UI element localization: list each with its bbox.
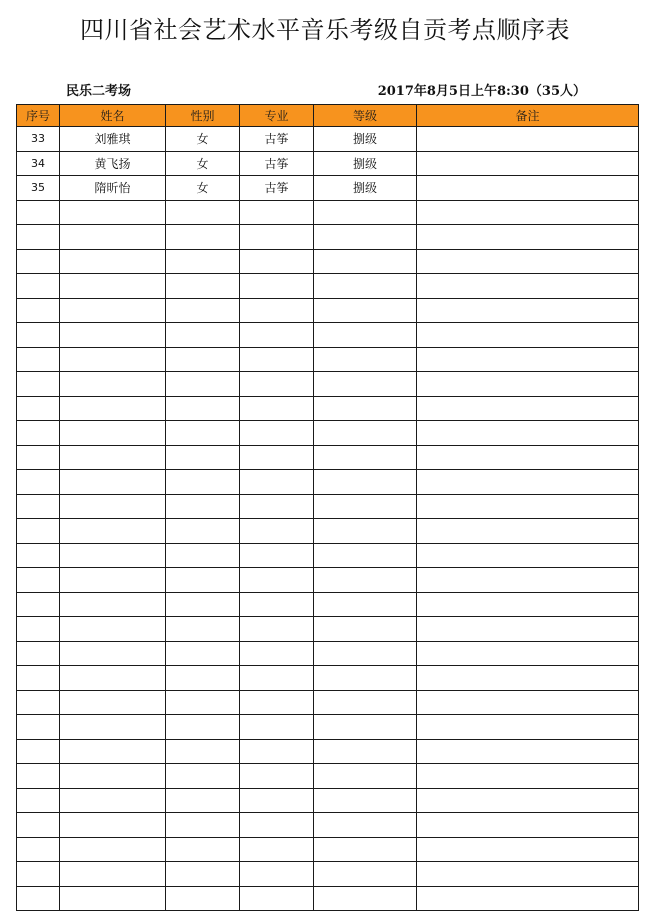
empty-cell [60, 323, 166, 348]
empty-cell [314, 519, 417, 544]
empty-cell [17, 592, 60, 617]
empty-cell [166, 592, 240, 617]
empty-cell [17, 519, 60, 544]
empty-cell [166, 445, 240, 470]
cell-name: 黄飞扬 [60, 151, 166, 176]
empty-cell [240, 543, 314, 568]
empty-cell [240, 764, 314, 789]
table-row-empty [17, 298, 639, 323]
empty-cell [417, 739, 639, 764]
empty-cell [60, 274, 166, 299]
empty-cell [60, 298, 166, 323]
cell-level: 捌级 [314, 127, 417, 152]
empty-cell [240, 200, 314, 225]
empty-cell [314, 666, 417, 691]
empty-cell [17, 837, 60, 862]
empty-cell [314, 274, 417, 299]
empty-cell [60, 347, 166, 372]
empty-cell [166, 298, 240, 323]
empty-cell [417, 298, 639, 323]
empty-cell [314, 298, 417, 323]
table-row-empty [17, 886, 639, 911]
empty-cell [166, 788, 240, 813]
empty-cell [17, 788, 60, 813]
empty-cell [314, 592, 417, 617]
empty-cell [60, 592, 166, 617]
empty-cell [17, 641, 60, 666]
roster-table [16, 104, 639, 911]
empty-cell [314, 715, 417, 740]
empty-cell [417, 323, 639, 348]
page-title: 四川省社会艺术水平音乐考级自贡考点顺序表 [80, 16, 570, 44]
empty-cell [17, 347, 60, 372]
session-label: 2017年8月5日上午8:30（35人） [377, 84, 586, 99]
empty-cell [60, 617, 166, 642]
empty-cell [417, 274, 639, 299]
empty-cell [314, 568, 417, 593]
table-row [17, 127, 639, 152]
empty-cell [60, 445, 166, 470]
empty-cell [60, 519, 166, 544]
column-header-gender: 性别 [166, 105, 240, 127]
table-row-empty [17, 666, 639, 691]
empty-cell [240, 225, 314, 250]
cell-gender: 女 [166, 127, 240, 152]
cell-name: 隋昕怡 [60, 176, 166, 201]
table-row-empty [17, 739, 639, 764]
table-row [17, 176, 639, 201]
empty-cell [60, 690, 166, 715]
table-row-empty [17, 323, 639, 348]
empty-cell [17, 617, 60, 642]
cell-gender: 女 [166, 176, 240, 201]
table-row-empty [17, 592, 639, 617]
empty-cell [60, 421, 166, 446]
cell-gender: 女 [166, 151, 240, 176]
empty-cell [166, 837, 240, 862]
cell-major: 古筝 [240, 151, 314, 176]
empty-cell [314, 249, 417, 274]
empty-cell [60, 715, 166, 740]
empty-cell [60, 225, 166, 250]
table-row-empty [17, 617, 639, 642]
table-body [17, 127, 639, 911]
empty-cell [417, 568, 639, 593]
empty-cell [17, 249, 60, 274]
table-row-empty [17, 715, 639, 740]
empty-cell [17, 200, 60, 225]
empty-cell [166, 715, 240, 740]
table-row-empty [17, 225, 639, 250]
cell-number: 35 [17, 176, 60, 201]
table-row-empty [17, 470, 639, 495]
empty-cell [166, 813, 240, 838]
empty-cell [17, 323, 60, 348]
empty-cell [166, 323, 240, 348]
empty-cell [60, 568, 166, 593]
empty-cell [60, 886, 166, 911]
empty-cell [240, 372, 314, 397]
cell-level: 捌级 [314, 176, 417, 201]
table-row-empty [17, 200, 639, 225]
empty-cell [240, 249, 314, 274]
empty-cell [17, 470, 60, 495]
table-row-empty [17, 519, 639, 544]
empty-cell [166, 690, 240, 715]
empty-cell [60, 249, 166, 274]
empty-cell [17, 886, 60, 911]
empty-cell [314, 617, 417, 642]
empty-cell [240, 739, 314, 764]
cell-name: 刘雅琪 [60, 127, 166, 152]
empty-cell [17, 445, 60, 470]
empty-cell [60, 837, 166, 862]
empty-cell [17, 543, 60, 568]
empty-cell [17, 494, 60, 519]
empty-cell [60, 813, 166, 838]
empty-cell [417, 690, 639, 715]
empty-cell [314, 813, 417, 838]
empty-cell [60, 372, 166, 397]
empty-cell [240, 274, 314, 299]
empty-cell [417, 886, 639, 911]
empty-cell [166, 225, 240, 250]
empty-cell [240, 519, 314, 544]
table-row-empty [17, 396, 639, 421]
venue-label: 民乐二考场 [66, 84, 132, 99]
empty-cell [240, 347, 314, 372]
empty-cell [60, 666, 166, 691]
empty-cell [417, 396, 639, 421]
empty-cell [17, 274, 60, 299]
empty-cell [314, 788, 417, 813]
table-header [17, 105, 639, 127]
empty-cell [417, 372, 639, 397]
table-row-empty [17, 372, 639, 397]
empty-cell [417, 592, 639, 617]
empty-cell [60, 788, 166, 813]
empty-cell [417, 200, 639, 225]
cell-note [417, 176, 639, 201]
empty-cell [17, 690, 60, 715]
empty-cell [417, 519, 639, 544]
empty-cell [240, 641, 314, 666]
empty-cell [166, 396, 240, 421]
empty-cell [60, 764, 166, 789]
empty-cell [60, 739, 166, 764]
column-header-number: 序号 [17, 105, 60, 127]
empty-cell [166, 470, 240, 495]
empty-cell [17, 372, 60, 397]
table-row-empty [17, 445, 639, 470]
empty-cell [417, 764, 639, 789]
empty-cell [240, 837, 314, 862]
cell-major: 古筝 [240, 176, 314, 201]
empty-cell [240, 568, 314, 593]
empty-cell [314, 543, 417, 568]
empty-cell [417, 543, 639, 568]
empty-cell [417, 249, 639, 274]
empty-cell [166, 274, 240, 299]
empty-cell [417, 347, 639, 372]
empty-cell [166, 421, 240, 446]
empty-cell [314, 690, 417, 715]
empty-cell [60, 470, 166, 495]
empty-cell [166, 347, 240, 372]
empty-cell [417, 788, 639, 813]
empty-cell [314, 200, 417, 225]
empty-cell [166, 543, 240, 568]
empty-cell [314, 886, 417, 911]
table-row-empty [17, 764, 639, 789]
empty-cell [60, 396, 166, 421]
empty-cell [240, 323, 314, 348]
empty-cell [166, 886, 240, 911]
cell-number: 34 [17, 151, 60, 176]
table-row-empty [17, 813, 639, 838]
column-header-major: 专业 [240, 105, 314, 127]
empty-cell [417, 862, 639, 887]
empty-cell [240, 421, 314, 446]
empty-cell [166, 519, 240, 544]
table-row-empty [17, 274, 639, 299]
cell-major: 古筝 [240, 127, 314, 152]
column-header-note: 备注 [417, 105, 639, 127]
empty-cell [240, 494, 314, 519]
empty-cell [240, 788, 314, 813]
empty-cell [166, 739, 240, 764]
empty-cell [17, 225, 60, 250]
empty-cell [166, 641, 240, 666]
table-row-empty [17, 788, 639, 813]
empty-cell [314, 764, 417, 789]
cell-level: 捌级 [314, 151, 417, 176]
cell-note [417, 127, 639, 152]
empty-cell [166, 372, 240, 397]
empty-cell [166, 862, 240, 887]
column-header-name: 姓名 [60, 105, 166, 127]
empty-cell [240, 445, 314, 470]
empty-cell [17, 715, 60, 740]
empty-cell [240, 617, 314, 642]
empty-cell [314, 445, 417, 470]
empty-cell [17, 396, 60, 421]
empty-cell [17, 568, 60, 593]
empty-cell [240, 813, 314, 838]
empty-cell [314, 739, 417, 764]
table-row-empty [17, 837, 639, 862]
empty-cell [60, 641, 166, 666]
empty-cell [314, 372, 417, 397]
empty-cell [314, 421, 417, 446]
empty-cell [60, 543, 166, 568]
empty-cell [240, 592, 314, 617]
empty-cell [417, 421, 639, 446]
empty-cell [417, 494, 639, 519]
empty-cell [314, 862, 417, 887]
empty-cell [17, 666, 60, 691]
empty-cell [166, 764, 240, 789]
empty-cell [60, 200, 166, 225]
empty-cell [60, 862, 166, 887]
empty-cell [417, 641, 639, 666]
table-row-empty [17, 543, 639, 568]
empty-cell [417, 225, 639, 250]
empty-cell [417, 666, 639, 691]
empty-cell [17, 813, 60, 838]
empty-cell [166, 494, 240, 519]
table-row-empty [17, 494, 639, 519]
empty-cell [17, 739, 60, 764]
empty-cell [166, 666, 240, 691]
empty-cell [240, 470, 314, 495]
column-header-level: 等级 [314, 105, 417, 127]
table-row-empty [17, 641, 639, 666]
empty-cell [166, 200, 240, 225]
empty-cell [314, 470, 417, 495]
empty-cell [314, 641, 417, 666]
empty-cell [314, 494, 417, 519]
empty-cell [166, 568, 240, 593]
cell-note [417, 151, 639, 176]
empty-cell [314, 225, 417, 250]
empty-cell [17, 862, 60, 887]
empty-cell [240, 298, 314, 323]
empty-cell [166, 617, 240, 642]
empty-cell [240, 396, 314, 421]
empty-cell [240, 886, 314, 911]
table-row-empty [17, 347, 639, 372]
table-row-empty [17, 568, 639, 593]
table-row-empty [17, 862, 639, 887]
empty-cell [417, 470, 639, 495]
empty-cell [314, 837, 417, 862]
empty-cell [314, 396, 417, 421]
empty-cell [17, 298, 60, 323]
empty-cell [17, 421, 60, 446]
table-row-empty [17, 690, 639, 715]
table-row-empty [17, 421, 639, 446]
empty-cell [240, 690, 314, 715]
table-row [17, 151, 639, 176]
empty-cell [417, 715, 639, 740]
empty-cell [314, 323, 417, 348]
empty-cell [240, 715, 314, 740]
table-row-empty [17, 249, 639, 274]
empty-cell [417, 617, 639, 642]
empty-cell [417, 813, 639, 838]
cell-number: 33 [17, 127, 60, 152]
empty-cell [60, 494, 166, 519]
empty-cell [240, 666, 314, 691]
empty-cell [417, 445, 639, 470]
empty-cell [166, 249, 240, 274]
empty-cell [417, 837, 639, 862]
empty-cell [240, 862, 314, 887]
empty-cell [314, 347, 417, 372]
empty-cell [17, 764, 60, 789]
